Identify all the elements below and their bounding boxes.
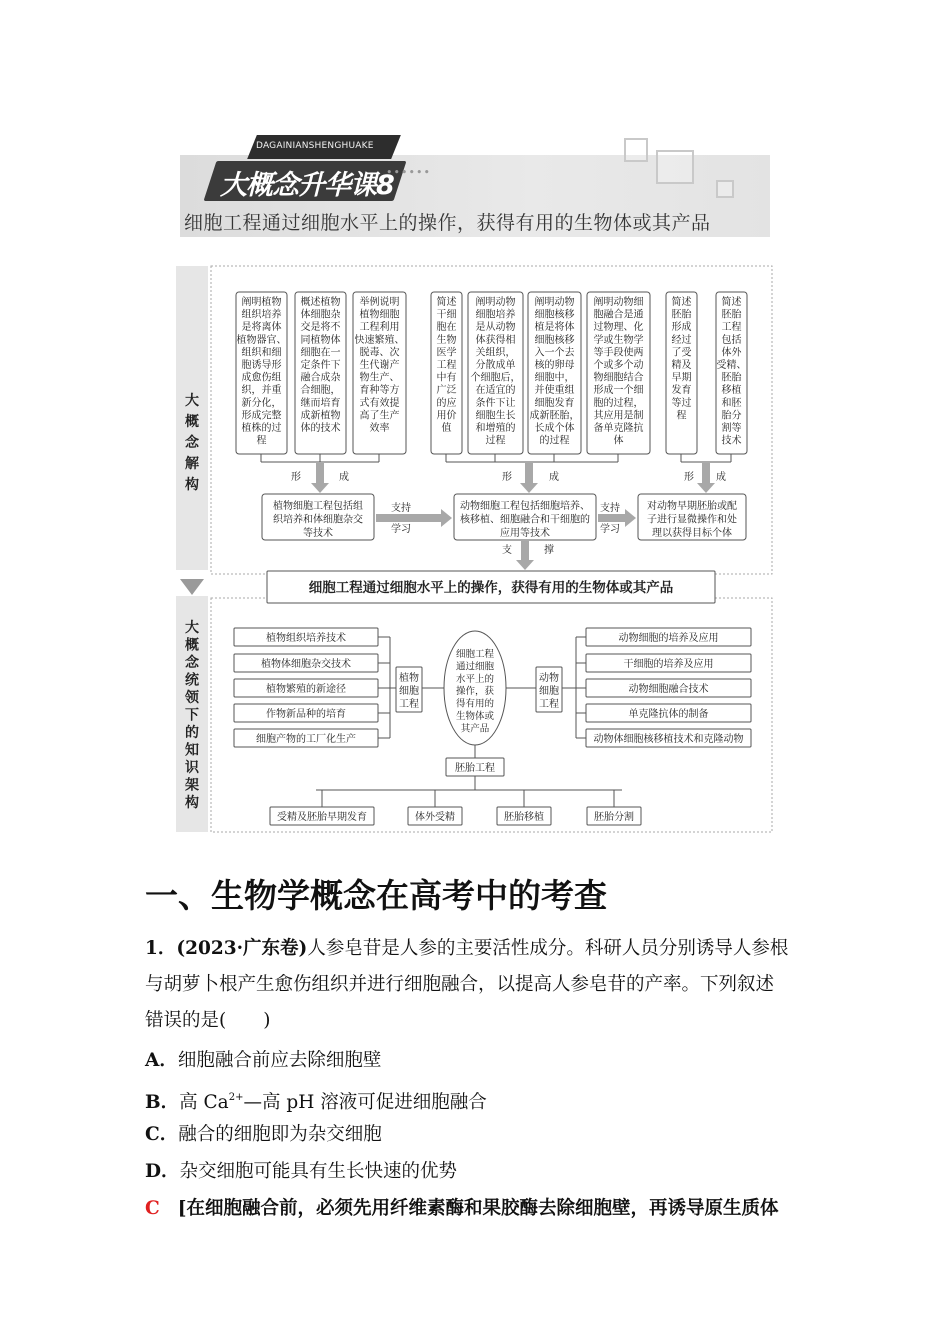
summary-plant-text: 织培养和体细胞杂交 [273, 514, 363, 526]
objective-box-text: 体细胞杂 [300, 309, 341, 321]
right-item-text: 干细胞的培养及应用 [623, 659, 714, 670]
summary-plant-text: 植物细胞工程包括组 [273, 501, 363, 512]
objective-box-text: 核的卵母 [534, 360, 575, 371]
objective-box-text: 举例说明 [359, 297, 400, 308]
objective-box-text: 发育 [671, 385, 692, 397]
objective-box-text: 备单克隆抗 [593, 423, 644, 434]
objective-box-text: 医学 [436, 347, 457, 359]
objective-box-text: 等过 [671, 397, 692, 409]
plant-engineering-text: 植物 [399, 673, 419, 684]
option-b-text-pre: 高 Ca [179, 1092, 229, 1113]
plant-engineering-text: 工程 [399, 699, 419, 710]
summary-embryo-text: 理以获得目标个体 [652, 528, 732, 539]
option-d-letter: D． [145, 1161, 180, 1182]
form-arrow [520, 483, 538, 493]
center-oval-text: 操作，获 [455, 686, 495, 698]
objective-box-text: 胚胎 [671, 309, 692, 321]
center-oval-text: 得有用的 [455, 698, 495, 710]
objective-box-text: 并使重组 [534, 385, 575, 397]
right-item-text: 单克隆抗体的制备 [628, 709, 709, 720]
vertical-label-char: 构 [185, 795, 199, 811]
objective-box-text: 细胞培养 [475, 309, 516, 321]
objective-box-text: 胞融合是通 [593, 309, 644, 321]
option-b-letter: B． [145, 1092, 180, 1113]
objective-box-text: 长成个体 [534, 423, 575, 434]
objective-box-text: 工程 [436, 360, 457, 371]
support-learn-label: 学习 [600, 524, 620, 535]
objective-box-text: 脱毒、次 [359, 347, 400, 359]
objective-box-text: 织，并重 [241, 385, 282, 397]
objective-box-text: 快速繁殖、 [354, 334, 405, 346]
objective-box-text: 继而培育 [300, 397, 341, 409]
bottom-item-text: 受精及胚胎早期发育 [277, 812, 367, 823]
objective-box-text: 育种等方 [359, 385, 400, 397]
form-label: 成 [716, 472, 726, 483]
support-label: 撑 [544, 545, 554, 556]
objective-box-text: 干细 [436, 309, 457, 321]
objective-box-text: 其应用是制 [593, 410, 644, 422]
objective-box-text: 学或生物学 [593, 334, 644, 346]
support-learn-label: 支持 [600, 503, 620, 514]
vertical-label-char: 领 [185, 690, 199, 706]
vertical-label-char: 统 [185, 672, 199, 689]
vertical-label-char: 念 [185, 435, 199, 451]
plant-engineering-text: 细胞 [399, 686, 419, 697]
support-arrow [625, 509, 636, 527]
vertical-label-char: 的 [185, 725, 199, 741]
center-oval-text: 生物体或 [455, 711, 495, 722]
objective-box-text: 胚胎 [721, 372, 742, 384]
question-line-1 [145, 934, 788, 964]
objective-box-text: 胚胎 [721, 309, 742, 321]
left-item-text: 植物体细胞杂交技术 [261, 659, 351, 670]
objective-box-text: 条件下让 [475, 397, 516, 409]
objective-box-text: 植物器官、 [236, 334, 287, 346]
animal-engineering-text: 细胞 [539, 686, 559, 697]
objective-box-text: 个细胞后， [470, 372, 521, 384]
option-a-text: 细胞融合前应去除细胞壁 [177, 1050, 382, 1071]
summary-plant-text: 等技术 [303, 528, 333, 539]
summary-animal-text: 动物细胞工程包括细胞培养、 [460, 501, 590, 512]
objective-box-text: 的过程 [539, 435, 570, 447]
form-label: 形 [684, 472, 694, 483]
option-d [145, 1157, 457, 1187]
option-a-letter: A． [145, 1050, 178, 1071]
objective-box-text: 关组织， [475, 347, 516, 359]
form-arrow [697, 483, 715, 493]
form-label: 成 [549, 472, 559, 483]
objective-box-text: 成新胚胎， [529, 410, 580, 422]
concept-map-diagram [174, 262, 774, 834]
central-concept-text: 细胞工程通过细胞水平上的操作，获得有用的生物体或其产品 [308, 580, 674, 596]
option-b-text-post: —高 pH 溶液可促进细胞融合 [243, 1092, 487, 1113]
objective-box-text: 阐明动物 [534, 297, 575, 308]
answer-text: [在细胞融合前，必须先用纤维素酶和果胶酶去除细胞壁，再诱导原生质体 [177, 1198, 779, 1219]
vertical-label-char: 构 [185, 477, 199, 493]
objective-box-text: 概述植物 [300, 297, 341, 308]
bottom-item-text: 体外受精 [415, 812, 455, 823]
objective-box-text: 包括 [721, 334, 742, 346]
objective-box-text: 简述 [721, 297, 742, 308]
objective-box-text: 细胞生长 [475, 410, 516, 422]
question-text-1: 人参皂苷是人参的主要活性成分。科研人员分别诱导人参根 [307, 938, 789, 959]
objective-box-text: 经过 [671, 334, 692, 346]
objective-box-text: 细胞核移 [534, 334, 575, 346]
objective-box-text: 用价 [436, 410, 457, 422]
objective-box-text: 广泛 [436, 385, 457, 397]
support-label: 支 [502, 545, 512, 556]
objective-box-text: 程 [256, 435, 267, 447]
center-oval-text: 水平上的 [455, 673, 495, 685]
support-arrow [598, 514, 626, 522]
objective-box-text: 过程 [485, 435, 506, 447]
objective-box-text: 的应 [436, 397, 457, 409]
objective-box-text: 和胚 [721, 397, 742, 409]
objective-box-text: 细胞发育 [534, 397, 575, 409]
option-a [145, 1046, 381, 1076]
bottom-item-text: 胚胎移植 [504, 812, 544, 823]
vertical-label-char: 下 [185, 707, 199, 724]
summary-embryo-text: 对动物早期胚胎或配 [647, 501, 737, 512]
down-triangle-icon [180, 579, 204, 595]
center-oval-text: 细胞工程 [455, 649, 495, 660]
objective-box-text: 入一个去 [534, 347, 575, 359]
question-source: (2023·广东卷) [176, 938, 308, 959]
objective-box-text: 程 [676, 410, 687, 422]
objective-box-text: 是从动物 [475, 322, 516, 334]
objective-box-text: 物生产、 [359, 372, 400, 384]
objective-box-text: 生物 [436, 334, 457, 346]
objective-box-text: 受精、 [716, 360, 747, 371]
objective-box-text: 植株的过 [241, 423, 282, 434]
objective-box-text: 体的技术 [300, 423, 341, 434]
question-number: 1． [145, 938, 177, 959]
vertical-label-char: 识 [185, 760, 199, 776]
option-c-text: 融合的细胞即为杂交细胞 [178, 1124, 382, 1145]
objective-box-text: 细胞中， [534, 372, 575, 384]
objective-box-text: 技术 [721, 435, 742, 447]
objective-box-text: 工程 [721, 322, 742, 334]
vertical-label-char: 概 [185, 414, 199, 430]
objective-box-text: 成新植物 [300, 410, 341, 422]
objective-box-text: 体 [613, 435, 624, 447]
option-b-superscript: 2+ [228, 1092, 244, 1103]
objective-box-text: 形成 [671, 322, 692, 334]
answer-explanation [145, 1194, 779, 1224]
objective-box-text: 定条件下 [300, 360, 341, 371]
support-down-arrow [516, 560, 534, 570]
form-label: 成 [339, 472, 349, 483]
objective-box-text: 胞的过程， [593, 397, 644, 409]
banner-subtitle: 细胞工程通过细胞水平上的操作，获得有用的生物体或其产品 [184, 212, 711, 234]
objective-box-text: 植物细胞 [359, 309, 400, 321]
objective-box-text: 交是将不 [300, 322, 341, 334]
objective-box-text: 精及 [671, 360, 692, 371]
objective-box-text: 个或多个动 [593, 360, 644, 371]
question-line-3: 错误的是( ) [145, 1010, 271, 1031]
banner [180, 128, 770, 238]
form-arrow [311, 483, 329, 493]
form-arrow [702, 463, 710, 484]
objective-box-text: 物细胞结合 [593, 372, 644, 384]
form-arrow [316, 463, 324, 484]
form-arrow [525, 463, 533, 484]
right-item-text: 动物细胞的培养及应用 [618, 633, 719, 644]
objective-box-text: 工程利用 [359, 322, 400, 334]
objective-box-text: 体获得相 [475, 334, 516, 346]
objective-box-text: 割等 [721, 423, 742, 434]
decorative-square [624, 138, 648, 162]
option-d-text: 杂交细胞可能具有生长快速的优势 [179, 1161, 458, 1182]
objective-box-text: 分散成单 [475, 360, 516, 371]
support-arrow [376, 514, 442, 522]
objective-box-text: 是将离体 [241, 322, 282, 334]
objective-box-text: 胞在 [436, 322, 457, 334]
objective-box-text: 胎分 [721, 410, 742, 422]
objective-box-text: 阐明动物 [475, 297, 516, 308]
option-b [145, 1083, 487, 1118]
bottom-item-text: 胚胎分割 [594, 812, 634, 823]
summary-animal-text: 应用等技术 [500, 528, 550, 539]
objective-box-text: 等手段使两 [593, 347, 644, 359]
decorative-square [716, 180, 734, 198]
banner-pinyin: DAGAINIANSHENGHUAKE [256, 141, 374, 151]
objective-box-text: 在适宜的 [475, 385, 516, 397]
left-item-text: 植物组织培养技术 [266, 633, 346, 644]
center-oval-text: 通过细胞 [455, 661, 495, 673]
objective-box-text: 了受 [671, 347, 692, 359]
objective-box-text: 胞诱导形 [241, 360, 282, 371]
objective-box-text: 体外 [721, 347, 742, 359]
vertical-label-char: 概 [185, 637, 199, 654]
objective-box-text: 阐明动物细 [593, 297, 644, 308]
objective-box-text: 简述 [436, 297, 457, 308]
support-learn-label: 学习 [391, 524, 411, 535]
option-c-letter: C． [145, 1124, 179, 1145]
vertical-label-char: 知 [185, 742, 199, 759]
vertical-label-char: 念 [185, 655, 199, 671]
section-heading: 一、生物学概念在高考中的考查 [145, 876, 607, 915]
embryo-engineering-text: 胚胎工程 [455, 763, 495, 774]
objective-box-text: 简述 [671, 297, 692, 308]
animal-engineering-text: 工程 [539, 699, 559, 710]
objective-box-text: 高了生产 [359, 410, 400, 422]
left-item-text: 作物新品种的培育 [266, 709, 346, 720]
objective-box-text: 形成一个细 [593, 385, 644, 397]
answer-letter: C [145, 1198, 160, 1219]
form-label: 形 [502, 472, 512, 483]
objective-box-text: 植是将体 [534, 322, 575, 334]
objective-box-text: 和增殖的 [475, 423, 516, 434]
left-item-text: 植物繁殖的新途径 [266, 684, 346, 695]
objective-box-text: 过物理、化 [593, 322, 644, 334]
objective-box-text: 阐明植物 [241, 297, 282, 308]
objective-box-text: 组织和细 [241, 347, 282, 359]
objective-box-text: 同植物体 [300, 334, 341, 346]
summary-animal-text: 核移植、细胞融合和干细胞的 [460, 514, 590, 526]
center-oval-text: 其产品 [460, 723, 490, 735]
objective-box-text: 值 [441, 423, 452, 434]
decorative-square [656, 150, 694, 184]
animal-engineering-text: 动物 [539, 673, 559, 684]
objective-box-text: 移植 [721, 385, 742, 397]
right-item-text: 动物细胞融合技术 [628, 684, 709, 695]
objective-box-text: 细胞在一 [300, 347, 341, 359]
right-item-text: 动物体细胞核移植技术和克隆动物 [593, 734, 744, 745]
banner-title: 大概念升华课8 [220, 170, 394, 201]
support-down-arrow [521, 541, 529, 561]
objective-box-text: 新分化， [241, 397, 282, 409]
objective-box-text: 式有效提 [359, 397, 400, 409]
vertical-label-char: 大 [185, 620, 199, 636]
objective-box-text: 中有 [436, 372, 457, 384]
question-line-2: 与胡萝卜根产生愈伤组织并进行细胞融合，以提高人参皂苷的产率。下列叙述 [145, 974, 775, 995]
left-item-text: 细胞产物的工厂化生产 [256, 734, 356, 745]
vertical-label-char: 大 [185, 393, 199, 409]
banner-dots: •••••• [386, 166, 431, 179]
option-c [145, 1120, 382, 1150]
vertical-label-char: 解 [185, 456, 199, 472]
objective-box-text: 组织培养 [241, 309, 282, 321]
support-arrow [441, 509, 452, 527]
objective-box-text: 融合成杂 [300, 372, 341, 384]
objective-box-text: 合细胞， [300, 385, 341, 397]
vertical-label-char: 架 [185, 777, 199, 794]
objective-box-text: 效率 [369, 423, 390, 434]
objective-box-text: 成愈伤组 [241, 372, 282, 384]
objective-box-text: 早期 [671, 372, 692, 384]
form-label: 形 [291, 472, 301, 483]
support-learn-label: 支持 [391, 503, 411, 514]
objective-box-text: 形成完整 [241, 410, 282, 422]
summary-embryo-text: 子进行显微操作和处 [647, 514, 737, 526]
objective-box-text: 细胞核移 [534, 309, 575, 321]
objective-box-text: 生代谢产 [359, 360, 400, 371]
